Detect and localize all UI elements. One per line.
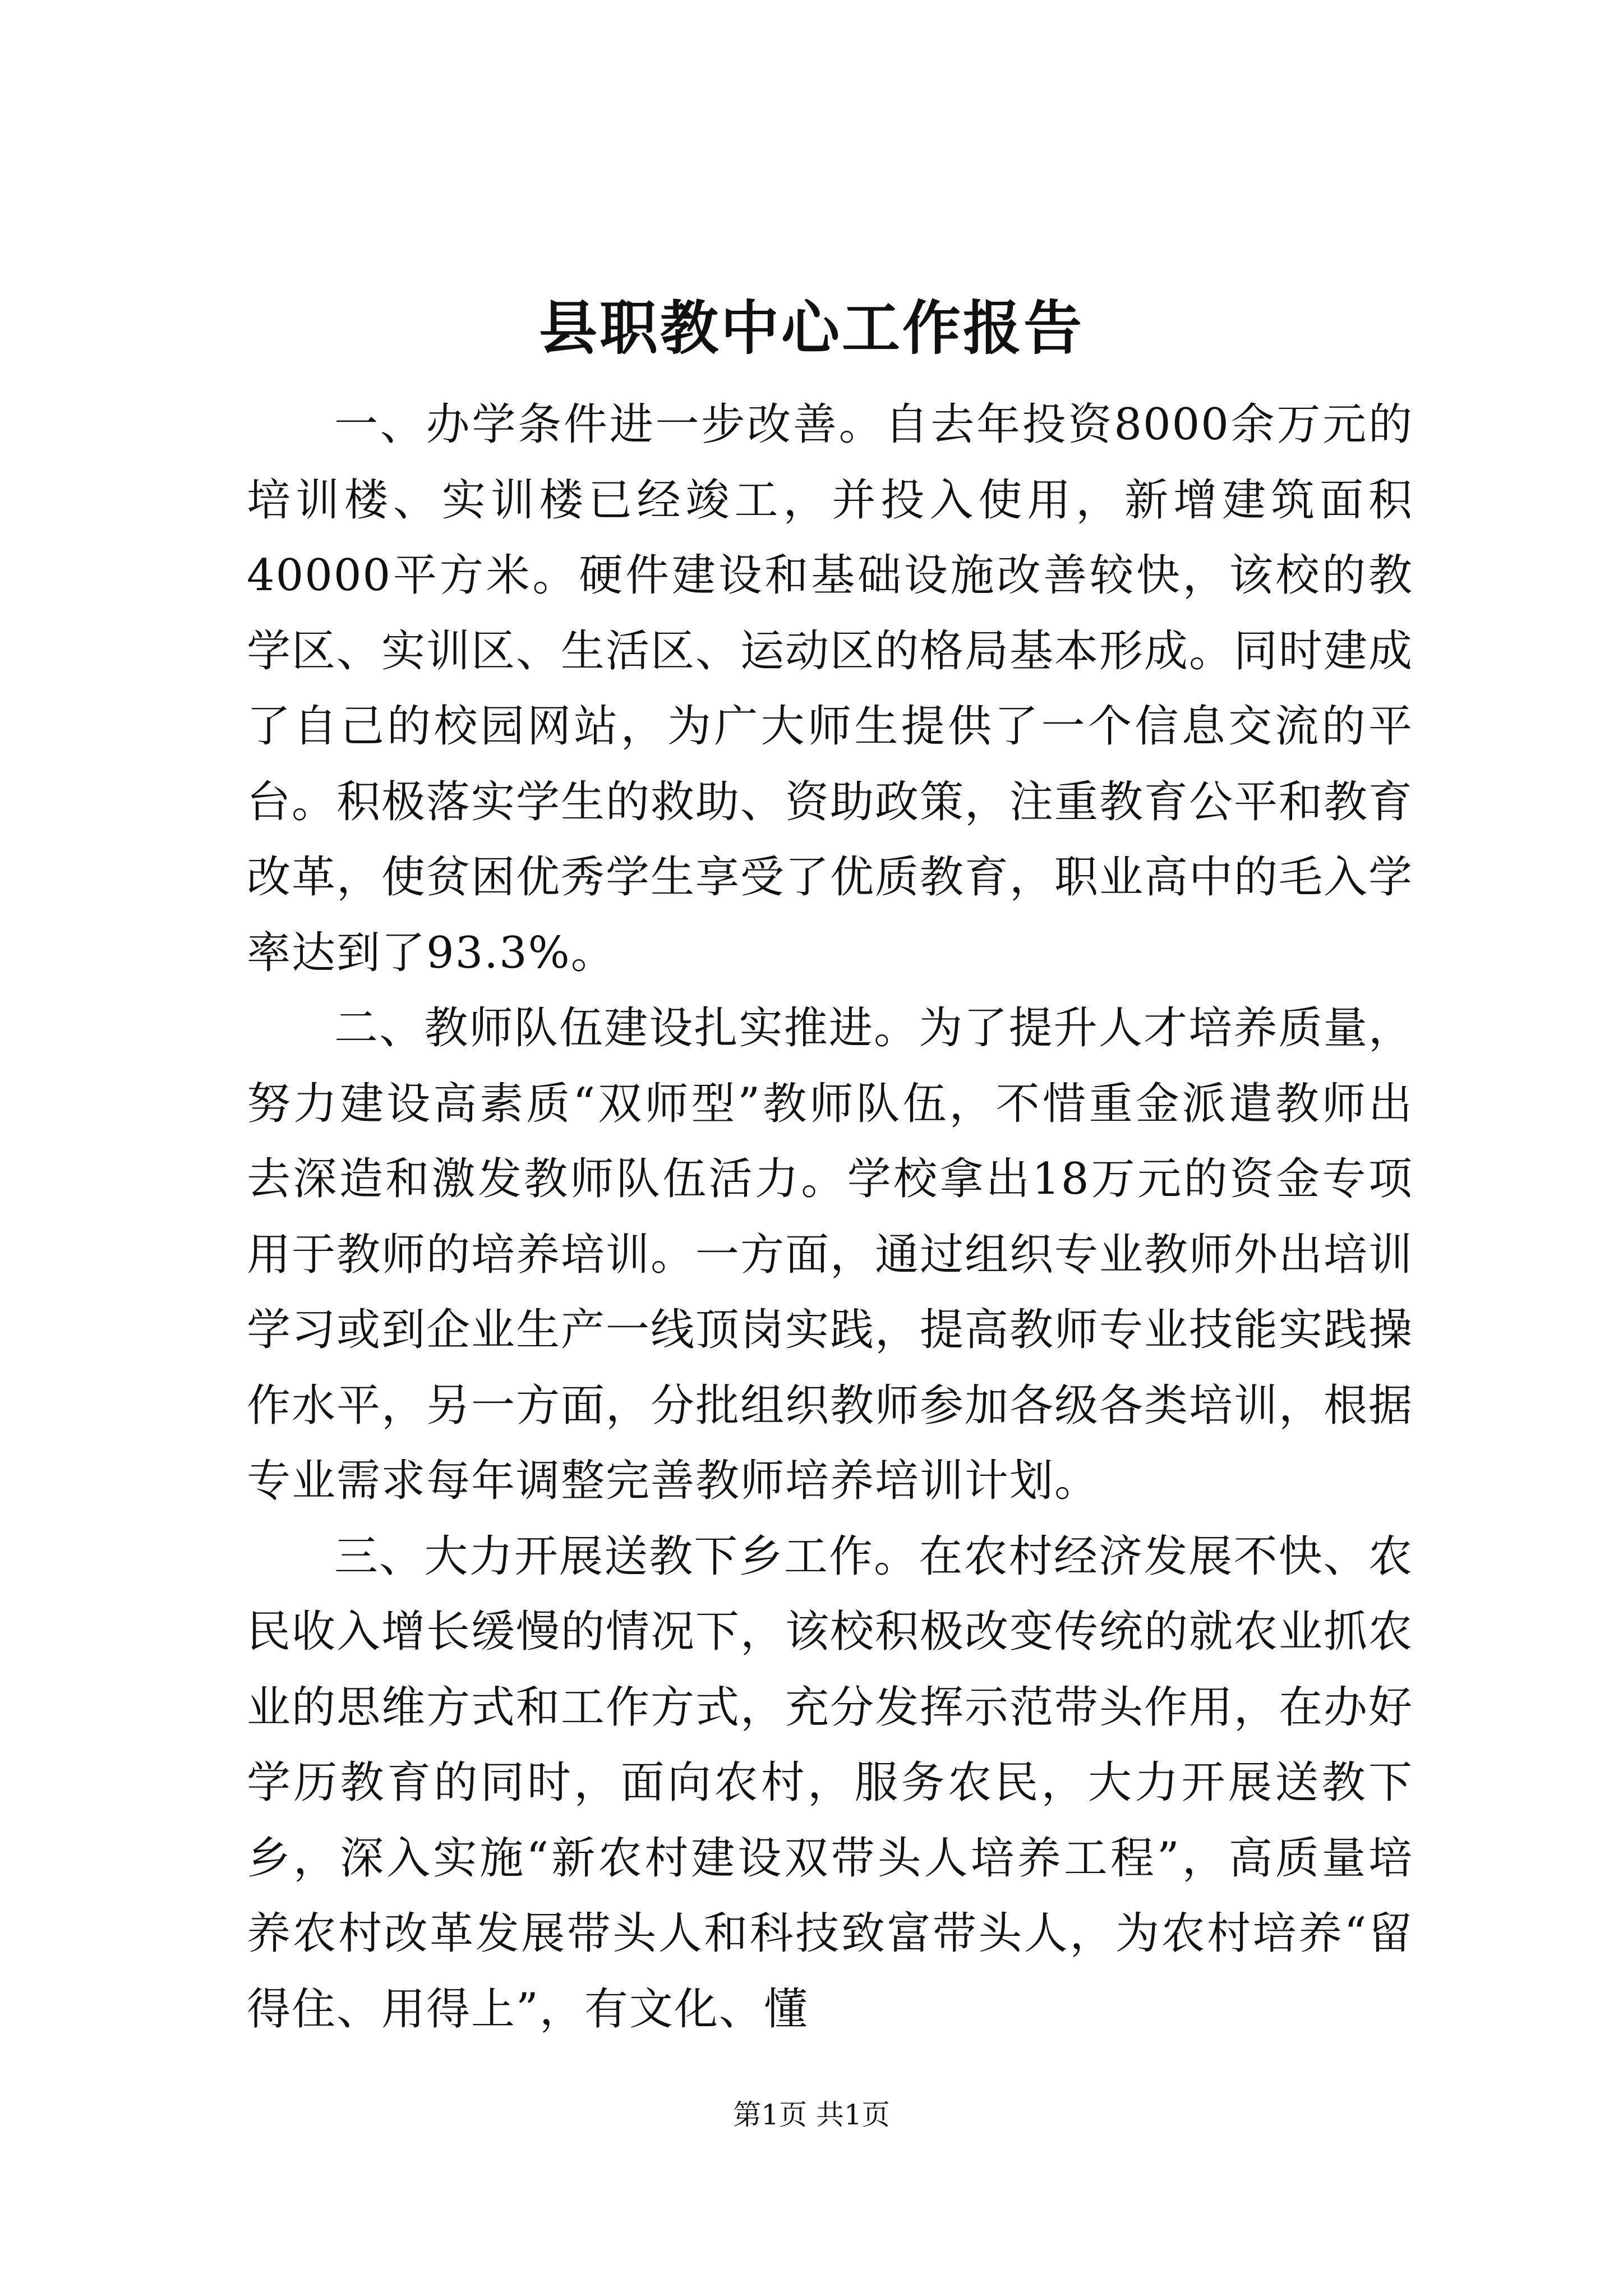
page-footer: 第1页 共1页 [733, 2099, 890, 2131]
paragraph-3: 三、大力开展送教下乡工作。在农村经济发展不快、农民收入增长缓慢的情况下，该校积极改变传统的就农业抓农业的思维方式和工作方式，充分发挥示范带头作用，在办好学历教育的同时，面向农村，服务农民，大力开展送教下乡，深入实施“新农村建设双带头人培养工程”，高质量培养农村改革发展带头人和科技致富带头人，为农村培养“留得住、用得上”，有文化、懂 [247, 1531, 1414, 2035]
document-title: 县职教中心工作报告 [538, 293, 1084, 362]
paragraph-1: 一、办学条件进一步改善。自去年投资8000余万元的培训楼、实训楼已经竣工，并投入使用，新增建筑面积40000平方米。硬件建设和基础设施改善较快，该校的教学区、实训区、生活区、运动区的格局基本形成。同时建成了自己的校园网站，为广大师生提供了一个信息交流的平台。积极落实学生的救助、资助政策，注重教育公平和教育改革，使贫困优秀学生享受了优质教育，职业高中的毛入学率达到了93.3%。 [247, 399, 1414, 978]
document-body [247, 387, 1413, 2047]
paragraph-2: 二、教师队伍建设扎实推进。为了提升人才培养质量，努力建设高素质“双师型”教师队伍，不惜重金派遣教师出去深造和激发教师队伍活力。学校拿出18万元的资金专项用于教师的培养培训。一方面，通过组织专业教师外出培训学习或到企业生产一线顶岗实践，提高教师专业技能实践操作水平，另一方面，分批组织教师参加各级各类培训，根据专业需求每年调整完善教师培养培训计划。 [247, 1003, 1414, 1506]
